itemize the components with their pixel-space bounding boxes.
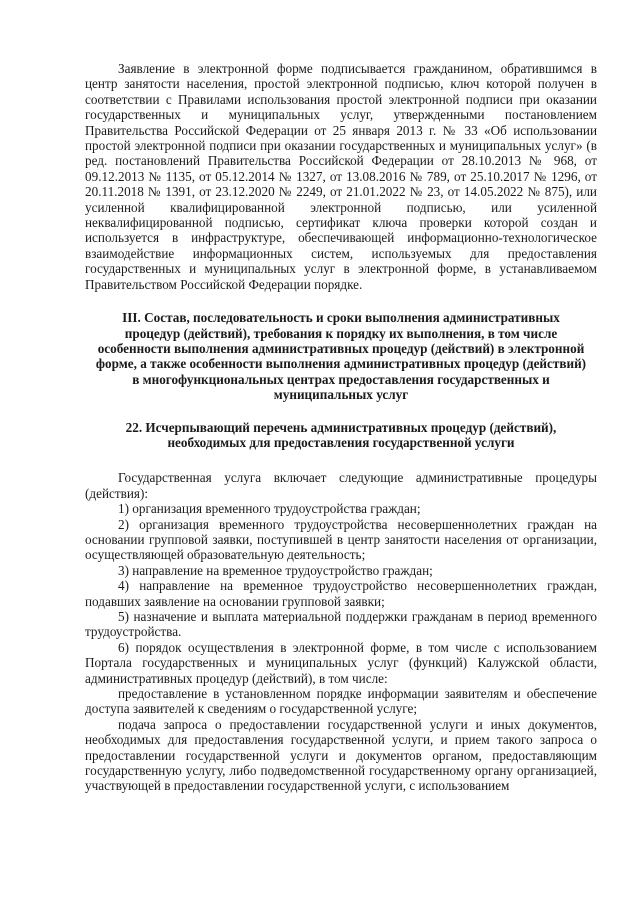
list-item: 4) направление на временное трудоустройство несовершеннолетних граждан, подавших заявление на основании групповой заявки;	[85, 578, 597, 609]
list-item: 3) направление на временное трудоустройство граждан;	[118, 562, 433, 578]
list-item: 6) порядок осуществления в электронной форме, в том числе с использованием Портала государственных и муниципальных услуг (функций) Калужской области, административных процедур (действий), в том числе:	[85, 639, 597, 686]
list-item: 1) организация временного трудоустройства граждан;	[118, 501, 421, 517]
list-item: 2) организация временного трудоустройства несовершеннолетних граждан на основании групповой заявки, поступившей в центр занятости населения от организации, осуществляющей образовательную деятельность;	[85, 516, 597, 563]
document-page	[85, 61, 597, 794]
list-intro-paragraph: Государственная услуга включает следующие административные процедуры (действия):	[85, 470, 597, 501]
list-item: подача запроса о предоставлении государственной услуги и иных документов, необходимых для предоставления государственной услуги, и прием такого запроса о предоставлении государственной услуги и документов органом, предоставляющим государственную услугу, либо подведомственной государственному органу организацией, участвующей в предоставлении государственной услуги, с использованием	[85, 716, 597, 794]
subsection-heading: 22. Исчерпывающий перечень административных процедур (действий), необходимых для предоставления государственной услуги	[125, 419, 557, 450]
list-item: предоставление в установленном порядке информации заявителям и обеспечение доступа заявителей к сведениям о государственной услуге;	[85, 686, 597, 717]
intro-paragraph: Заявление в электронной форме подписывается гражданином, обратившимся в центр занятости населения, простой электронной подписью, ключ которой получен в соответствии с Правилами использования простой электронной подписи при оказании государственных и муниципальных услуг, утвержденными постановлением Правительства Российской Федерации от 25 января 2013 г. № 33 «Об использовании простой электронной подписи при оказании государственных и муниципальных услуг» (в ред. постановлений Правительства Российской Федерации от 28.10.2013 № 968, от 09.12.2013 № 1135, от 05.12.2014 № 1327, от 13.08.2016 № 789, от 25.10.2017 № 1296, от 20.11.2018 № 1391, от 23.12.2020 № 2249, от 21.01.2022 № 23, от 14.05.2022 № 875), или усиленной квалифицированной электронной подписью, или усиленной неквалифицированной подписью, сертификат ключа проверки которой создан и используется в инфраструктуре, обеспечивающей информационно-технологическое взаимодействие информационных систем, используемых для предоставления государственных и муниципальных услуг в электронной форме, в устанавливаемом Правительством Российской Федерации порядке.	[85, 61, 597, 292]
section-heading: III. Состав, последовательность и сроки выполнения административных процедур (действий), требования к порядку их выполнения, в том числе особенности выполнения административных процедур (действий) в электронной форме, а также особенности выполнения административных процедур (действий) в многофункциональных центрах предоставления государственных и муниципальных услуг	[95, 310, 587, 403]
list-item: 5) назначение и выплата материальной поддержки гражданам в период временного трудоустройства.	[85, 609, 597, 640]
